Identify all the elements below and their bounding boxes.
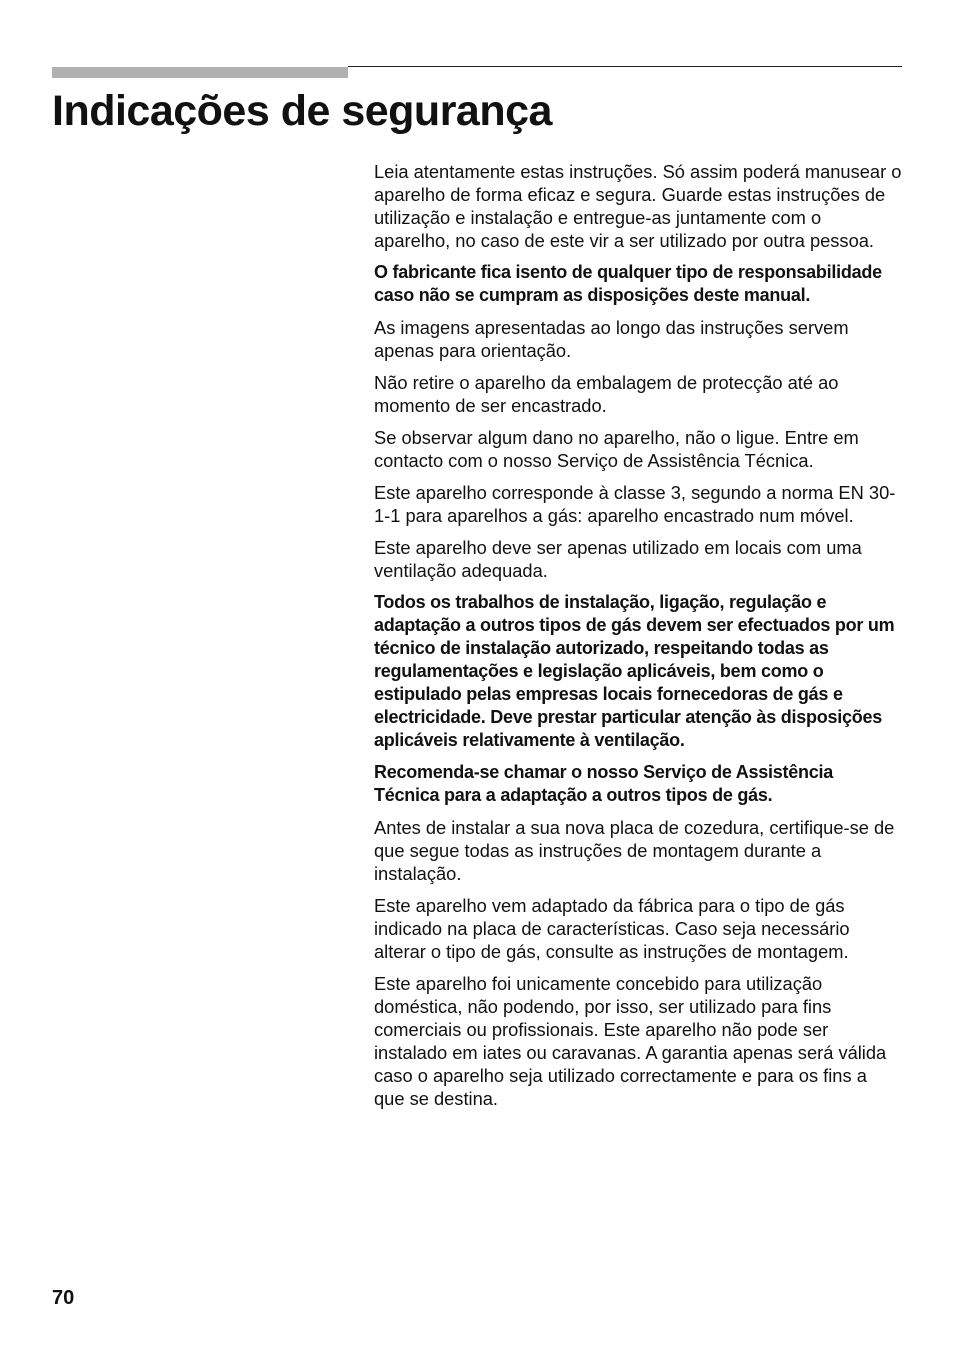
section-header-bar [52,67,348,78]
paragraph-packaging: Não retire o aparelho da embalagem de protecção até ao momento de ser encastrado. [374,372,839,416]
page-title: Indicações de segurança [52,87,552,135]
safety-instructions-body [374,160,902,1119]
paragraph-ventilation: Este aparelho deve ser apenas utilizado em locais com uma ventilação adequada. [374,537,862,581]
paragraph-domestic-use: Este aparelho foi unicamente concebido para utilização doméstica, não podendo, por isso, ser utilizado para fins comerciais ou profissionais. Este aparelho não pode ser instalado em iates ou caravanas. A garantia apenas será válida caso o aparelho seja utilizado correctamente e para os fins a que se destina. [374,973,887,1109]
page-number: 70 [52,1287,75,1309]
paragraph-installation-technician: Todos os trabalhos de instalação, ligação, regulação e adaptação a outros tipos de gás devem ser efectuados por um técnico de instalação autorizado, respeitando todas as regulamentações e legislação aplicáveis, bem como o estipulado pelas empresas locais fornecedoras de gás e electricidade. Deve prestar particular atenção às disposições aplicáveis relativamente à ventilação. [374,592,895,750]
paragraph-before-installing: Antes de instalar a sua nova placa de cozedura, certifique-se de que segue todas as instruções de montagem durante a instalação. [374,817,895,884]
paragraph-read-instructions: Leia atentamente estas instruções. Só assim poderá manusear o aparelho de forma eficaz e segura. Guarde estas instruções de utilização e instalação e entregue-as juntamente com o aparelho, no caso de este vir a ser utilizado por outra pessoa. [374,161,902,251]
section-header-rule [348,66,902,67]
paragraph-damage: Se observar algum dano no aparelho, não o ligue. Entre em contacto com o nosso Serviço de Assistência Técnica. [374,427,859,471]
paragraph-appliance-class: Este aparelho corresponde à classe 3, segundo a norma EN 30-1-1 para aparelhos a gás: aparelho encastrado num móvel. [374,482,896,526]
paragraph-manufacturer-liability: O fabricante fica isento de qualquer tipo de responsabilidade caso não se cumpram as disposições deste manual. [374,262,882,305]
paragraph-factory-gas-type: Este aparelho vem adaptado da fábrica para o tipo de gás indicado na placa de características. Caso seja necessário alterar o tipo de gás, consulte as instruções de montagem. [374,895,850,962]
paragraph-images-orientation: As imagens apresentadas ao longo das instruções servem apenas para orientação. [374,317,849,361]
paragraph-gas-adaptation-service: Recomenda-se chamar o nosso Serviço de Assistência Técnica para a adaptação a outros tipos de gás. [374,762,834,805]
